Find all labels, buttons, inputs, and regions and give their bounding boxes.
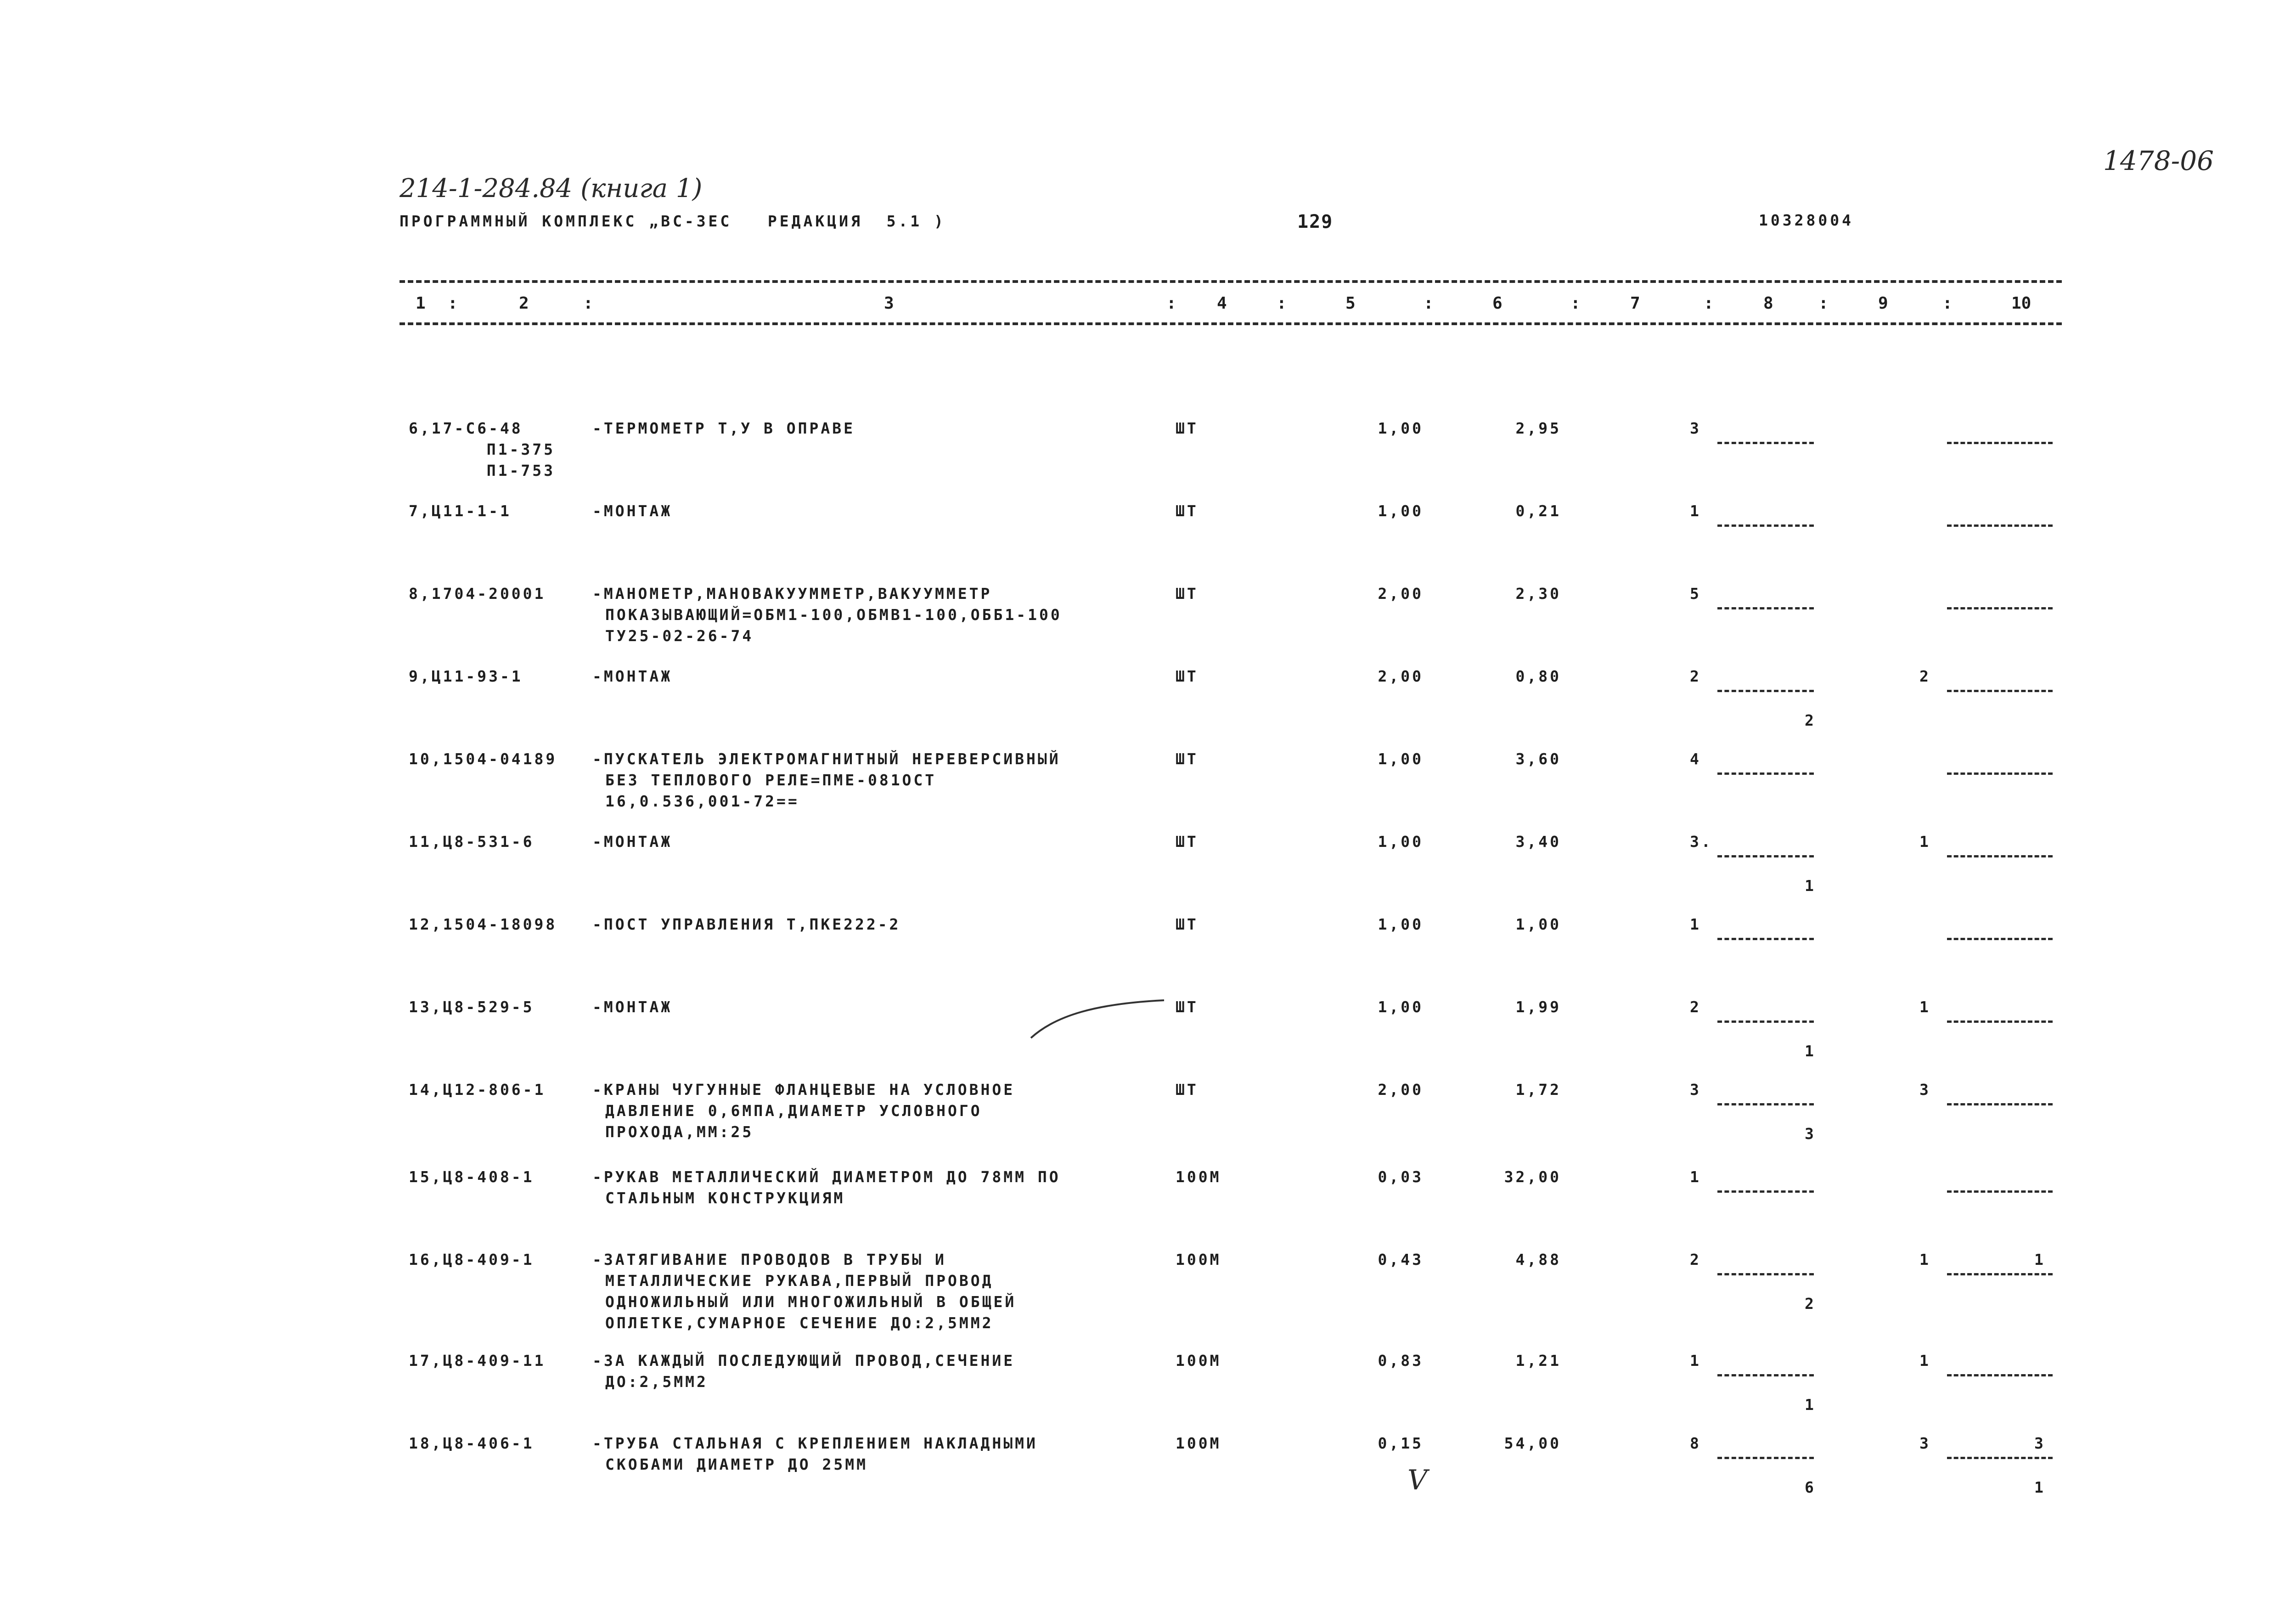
row-code: 8,1704-20001: [409, 585, 546, 603]
row-name: МЕТАЛЛИЧЕСКИЕ РУКАВА,ПЕРВЫЙ ПРОВОД: [605, 1272, 994, 1290]
subtotal-rule: [1717, 1020, 1814, 1023]
row-name: -МОНТАЖ: [592, 998, 673, 1016]
column-header: 2: [519, 294, 529, 313]
row-col9: 1: [1919, 1352, 1931, 1370]
subtotal-rule: [1947, 1190, 2053, 1193]
row-col9: 1: [1919, 1251, 1931, 1268]
row-name: -МОНТАЖ: [592, 502, 673, 520]
row-code: 18,Ц8-406-1: [409, 1434, 535, 1452]
row-name: ОПЛЕТКЕ,СУМАРНОЕ СЕЧЕНИЕ ДО:2,5ММ2: [605, 1314, 994, 1332]
row-price: 1,21: [1515, 1352, 1561, 1370]
row-price: 1,99: [1515, 998, 1561, 1016]
row-unit: ШТ: [1176, 998, 1199, 1016]
subtotal-rule: [1947, 524, 2053, 527]
row-col8-sub: 1: [1805, 1396, 1816, 1414]
column-header: :: [1277, 294, 1287, 313]
row-col8: 1: [1690, 1352, 1701, 1370]
row-col8: 5: [1690, 585, 1701, 603]
row-price: 3,60: [1515, 750, 1561, 768]
row-price: 1,72: [1515, 1081, 1561, 1099]
row-quantity: 0,83: [1378, 1352, 1424, 1370]
subtotal-rule: [1947, 442, 2053, 444]
subtotal-rule: [1947, 855, 2053, 857]
column-header: :: [1570, 294, 1581, 313]
column-header: 7: [1630, 294, 1640, 313]
row-name: -ТЕРМОМЕТР Т,У В ОПРАВЕ: [592, 419, 855, 437]
row-name: -ЗАТЯГИВАНИЕ ПРОВОДОВ В ТРУБЫ И: [592, 1251, 946, 1268]
row-price: 4,88: [1515, 1251, 1561, 1268]
row-quantity: 1,00: [1378, 998, 1424, 1016]
row-col8-sub: 3: [1805, 1125, 1816, 1143]
document-id: 10328004: [1759, 211, 1854, 229]
subtotal-rule: [1947, 772, 2053, 775]
row-quantity: 0,15: [1378, 1434, 1424, 1452]
row-price: 0,80: [1515, 667, 1561, 685]
row-name: -МАНОМЕТР,МАНОВАКУУММЕТР,ВАКУУММЕТР: [592, 585, 992, 603]
row-price: 0,21: [1515, 502, 1561, 520]
row-col8: 2: [1690, 1251, 1701, 1268]
row-quantity: 2,00: [1378, 1081, 1424, 1099]
row-col9: 2: [1919, 667, 1931, 685]
subtotal-rule: [1717, 607, 1814, 609]
document-code: 214-1-284.84 (книга 1): [400, 174, 703, 203]
row-quantity: 2,00: [1378, 667, 1424, 685]
row-unit: 100М: [1176, 1352, 1221, 1370]
row-price: 3,40: [1515, 833, 1561, 851]
row-col8-sub: 6: [1805, 1478, 1816, 1496]
row-unit: 100М: [1176, 1251, 1221, 1268]
row-unit: ШТ: [1176, 667, 1199, 685]
page-code: 1478-06: [2103, 145, 2214, 176]
subtotal-rule: [1717, 1273, 1814, 1275]
page-number: 129: [1297, 211, 1334, 232]
row-col10: 3: [2034, 1434, 2046, 1452]
row-col8: 1: [1690, 1168, 1701, 1186]
row-code: 10,1504-04189: [409, 750, 557, 768]
subtotal-rule: [1947, 690, 2053, 692]
subtotal-rule: [1717, 938, 1814, 940]
row-price: 32,00: [1504, 1168, 1561, 1186]
row-name: -ТРУБА СТАЛЬНАЯ С КРЕПЛЕНИЕМ НАКЛАДНЫМИ: [592, 1434, 1038, 1452]
row-name: СТАЛЬНЫМ КОНСТРУКЦИЯМ: [605, 1189, 845, 1207]
row-code: 12,1504-18098: [409, 915, 557, 933]
column-header: 5: [1345, 294, 1356, 313]
row-name: СКОБАМИ ДИАМЕТР ДО 25ММ: [605, 1455, 868, 1473]
row-subcode: П1-375: [464, 440, 555, 458]
row-col8: 8: [1690, 1434, 1701, 1452]
row-quantity: 0,03: [1378, 1168, 1424, 1186]
row-col8: 1: [1690, 502, 1701, 520]
row-price: 2,30: [1515, 585, 1561, 603]
column-header: 4: [1217, 294, 1227, 313]
column-header: 3: [884, 294, 894, 313]
row-quantity: 2,00: [1378, 585, 1424, 603]
row-col8-sub: 1: [1805, 1042, 1816, 1060]
row-col8: 1: [1690, 915, 1701, 933]
row-name: -МОНТАЖ: [592, 833, 673, 851]
subtotal-rule: [1947, 1374, 2053, 1376]
row-name: ДАВЛЕНИЕ 0,6МПА,ДИАМЕТР УСЛОВНОГО: [605, 1102, 982, 1120]
row-price: 1,00: [1515, 915, 1561, 933]
column-header: :: [1424, 294, 1434, 313]
row-name: ОДНОЖИЛЬНЫЙ ИЛИ МНОГОЖИЛЬНЫЙ В ОБЩЕЙ: [605, 1293, 1017, 1311]
row-quantity: 0,43: [1378, 1251, 1424, 1268]
row-quantity: 1,00: [1378, 750, 1424, 768]
row-col9: 3: [1919, 1081, 1931, 1099]
subtotal-rule: [1717, 442, 1814, 444]
row-col10: 1: [2034, 1251, 2046, 1268]
row-name: -ПОСТ УПРАВЛЕНИЯ Т,ПКЕ222-2: [592, 915, 901, 933]
program-line: ПРОГРАММНЫЙ КОМПЛЕКС „ВС-ЗЕС РЕДАКЦИЯ 5.1 ): [400, 212, 946, 230]
row-unit: 100М: [1176, 1434, 1221, 1452]
row-col8: 3: [1690, 419, 1701, 437]
row-code: 9,Ц11-93-1: [409, 667, 523, 685]
column-header: :: [583, 294, 593, 313]
row-name: -РУКАВ МЕТАЛЛИЧЕСКИЙ ДИАМЕТРОМ ДО 78ММ ПО: [592, 1168, 1061, 1186]
row-code: 13,Ц8-529-5: [409, 998, 535, 1016]
row-name: -ПУСКАТЕЛЬ ЭЛЕКТРОМАГНИТНЫЙ НЕРЕВЕРСИВНЫЙ: [592, 750, 1061, 768]
row-unit: ШТ: [1176, 750, 1199, 768]
row-price: 2,95: [1515, 419, 1561, 437]
row-unit: ШТ: [1176, 585, 1199, 603]
subtotal-rule: [1717, 690, 1814, 692]
row-col9: 3: [1919, 1434, 1931, 1452]
row-unit: ШТ: [1176, 1081, 1199, 1099]
row-name: 16,0.536,001-72==: [605, 792, 799, 810]
column-header: 6: [1492, 294, 1503, 313]
row-subcode: П1-753: [464, 462, 555, 479]
row-unit: ШТ: [1176, 833, 1199, 851]
column-header: :: [1166, 294, 1176, 313]
row-col8: 2: [1690, 667, 1701, 685]
row-unit: ШТ: [1176, 502, 1199, 520]
column-header: 8: [1763, 294, 1773, 313]
row-col8: 2: [1690, 998, 1701, 1016]
row-code: 6,17-С6-48: [409, 419, 523, 437]
row-code: 16,Ц8-409-1: [409, 1251, 535, 1268]
row-price: 54,00: [1504, 1434, 1561, 1452]
subtotal-rule: [1717, 1103, 1814, 1105]
subtotal-rule: [1717, 1457, 1814, 1459]
row-col9: 1: [1919, 833, 1931, 851]
subtotal-rule: [1947, 1020, 2053, 1023]
column-header: 10: [2011, 294, 2032, 313]
column-header: :: [1942, 294, 1953, 313]
row-code: 14,Ц12-806-1: [409, 1081, 546, 1099]
row-code: 7,Ц11-1-1: [409, 502, 512, 520]
row-unit: ШТ: [1176, 915, 1199, 933]
row-name: -ЗА КАЖДЫЙ ПОСЛЕДУЮЩИЙ ПРОВОД,СЕЧЕНИЕ: [592, 1352, 1015, 1370]
row-col8: 3.: [1690, 833, 1713, 851]
row-col8-sub: 2: [1805, 711, 1816, 729]
subtotal-rule: [1717, 855, 1814, 857]
row-name: -МОНТАЖ: [592, 667, 673, 685]
subtotal-rule: [1717, 772, 1814, 775]
table-header-rule: [400, 322, 2062, 325]
column-header: :: [1818, 294, 1829, 313]
row-col8: 4: [1690, 750, 1701, 768]
row-code: 17,Ц8-409-11: [409, 1352, 546, 1370]
row-unit: 100М: [1176, 1168, 1221, 1186]
column-header: 9: [1878, 294, 1888, 313]
row-quantity: 1,00: [1378, 502, 1424, 520]
subtotal-rule: [1717, 524, 1814, 527]
row-name: БЕЗ ТЕПЛОВОГО РЕЛЕ=ПМЕ-081ОСТ: [605, 771, 937, 789]
row-name: ТУ25-02-26-74: [605, 627, 754, 645]
column-header: :: [448, 294, 458, 313]
subtotal-rule: [1947, 1457, 2053, 1459]
subtotal-rule: [1947, 607, 2053, 609]
subtotal-rule: [1947, 1273, 2053, 1275]
row-quantity: 1,00: [1378, 915, 1424, 933]
row-quantity: 1,00: [1378, 419, 1424, 437]
row-col8: 3: [1690, 1081, 1701, 1099]
column-header: 1: [416, 294, 426, 313]
row-quantity: 1,00: [1378, 833, 1424, 851]
check-mark: V: [1407, 1464, 1428, 1496]
row-col8-sub: 2: [1805, 1295, 1816, 1313]
row-name: ПОКАЗЫВАЮЩИЙ=ОБМ1-100,ОБМВ1-100,ОББ1-100: [605, 606, 1062, 624]
row-col8-sub: 1: [1805, 877, 1816, 895]
row-code: 11,Ц8-531-6: [409, 833, 535, 851]
table-top-rule: [400, 280, 2062, 283]
row-unit: ШТ: [1176, 419, 1199, 437]
subtotal-rule: [1717, 1374, 1814, 1376]
row-code: 15,Ц8-408-1: [409, 1168, 535, 1186]
subtotal-rule: [1947, 1103, 2053, 1105]
column-header: :: [1704, 294, 1714, 313]
subtotal-rule: [1947, 938, 2053, 940]
row-name: ДО:2,5ММ2: [605, 1373, 708, 1391]
row-name: -КРАНЫ ЧУГУННЫЕ ФЛАНЦЕВЫЕ НА УСЛОВНОЕ: [592, 1081, 1015, 1099]
row-col10-sub: 1: [2034, 1478, 2046, 1496]
row-col9: 1: [1919, 998, 1931, 1016]
row-name: ПРОХОДА,ММ:25: [605, 1123, 754, 1141]
pen-stroke: [1029, 997, 1166, 1043]
subtotal-rule: [1717, 1190, 1814, 1193]
